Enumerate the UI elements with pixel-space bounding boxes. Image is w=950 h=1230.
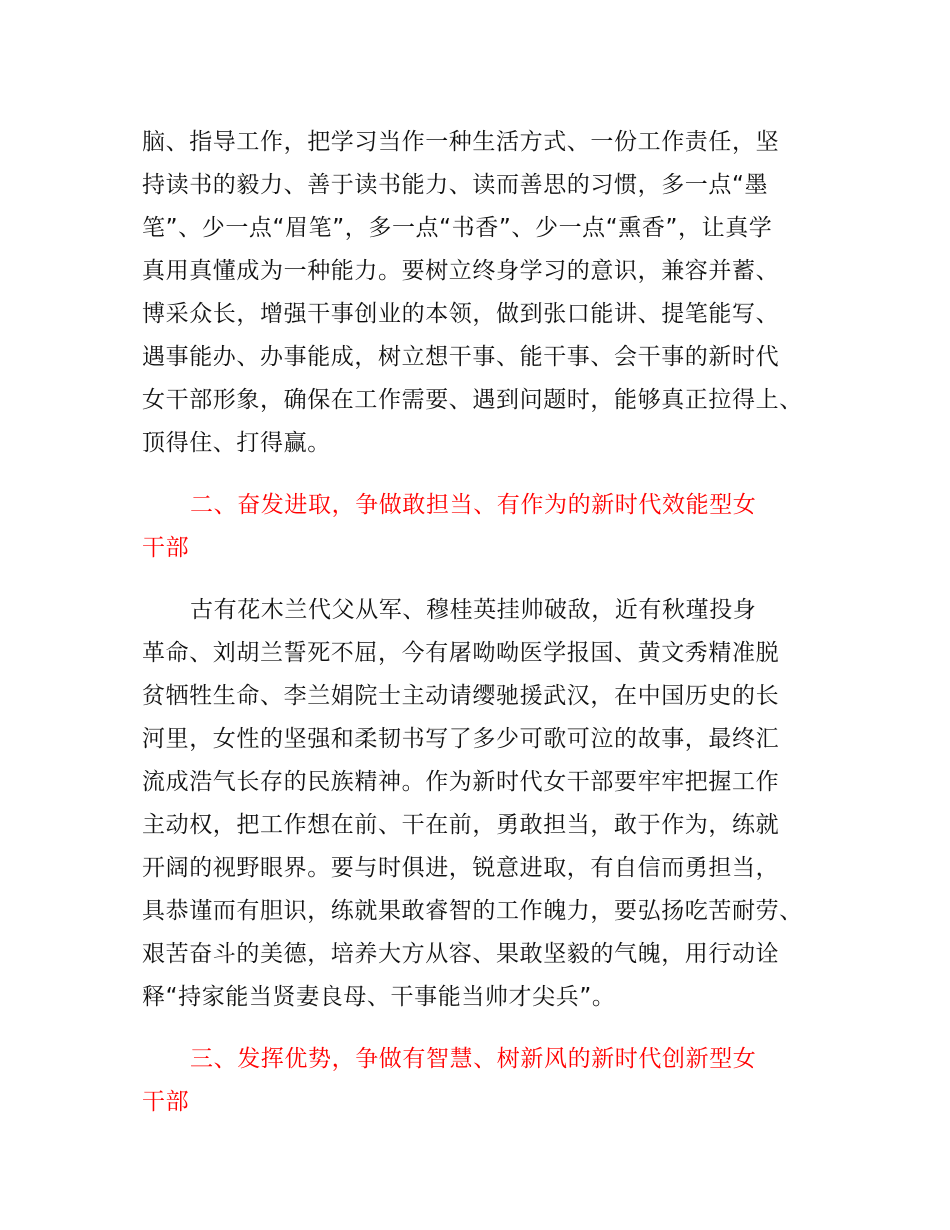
paragraph-1-line: 顶得住、打得赢。	[142, 430, 331, 456]
paragraph-2-line: 河里，女性的坚强和柔韧书写了多少可歌可泣的故事，最终汇	[142, 726, 780, 752]
section-heading-3-continued: 干部	[142, 1089, 190, 1115]
section-heading-2: 二、奋发进取，争做敢担当、有作为的新时代效能型女	[190, 492, 757, 518]
paragraph-1-line: 真用真懂成为一种能力。要树立终身学习的意识，兼容并蓄、	[142, 258, 780, 284]
paragraph-1-line: 遇事能办、办事能成，树立想干事、能干事、会干事的新时代	[142, 344, 780, 370]
paragraph-1-line: 持读书的毅力、善于读书能力、读而善思的习惯，多一点“墨	[142, 172, 769, 198]
paragraph-2-line: 革命、刘胡兰誓死不屈，今有屠呦呦医学报国、黄文秀精准脱	[142, 640, 780, 666]
paragraph-2-line: 释“持家能当贤妻良母、干事能当帅才尖兵”。	[142, 984, 616, 1010]
paragraph-1-line: 脑、指导工作，把学习当作一种生活方式、一份工作责任，坚	[142, 129, 780, 155]
paragraph-2-line: 贫牺牲生命、李兰娟院士主动请缨驰援武汉，在中国历史的长	[142, 683, 780, 709]
paragraph-2-line: 开阔的视野眼界。要与时俱进，锐意进取，有自信而勇担当，	[142, 855, 780, 881]
paragraph-2-line: 古有花木兰代父从军、穆桂英挂帅破敌，近有秋瑾投身	[190, 597, 757, 623]
paragraph-2-line: 流成浩气长存的民族精神。作为新时代女干部要牢牢把握工作	[142, 769, 780, 795]
section-heading-3: 三、发挥优势，争做有智慧、树新风的新时代创新型女	[190, 1046, 757, 1072]
paragraph-1-line: 笔”、少一点“眉笔”，多一点“书香”、少一点“熏香”，让真学	[142, 215, 773, 241]
paragraph-1-line: 博采众长，增强干事创业的本领，做到张口能讲、提笔能写、	[142, 301, 780, 327]
paragraph-2-line: 具恭谨而有胆识，练就果敢睿智的工作魄力，要弘扬吃苦耐劳、	[142, 898, 803, 924]
paragraph-1-line: 女干部形象，确保在工作需要、遇到问题时，能够真正拉得上、	[142, 387, 803, 413]
paragraph-2-line: 主动权，把工作想在前、干在前，勇敢担当，敢于作为，练就	[142, 812, 780, 838]
paragraph-2-line: 艰苦奋斗的美德，培养大方从容、果敢坚毅的气魄，用行动诠	[142, 941, 780, 967]
section-heading-2-continued: 干部	[142, 535, 190, 561]
